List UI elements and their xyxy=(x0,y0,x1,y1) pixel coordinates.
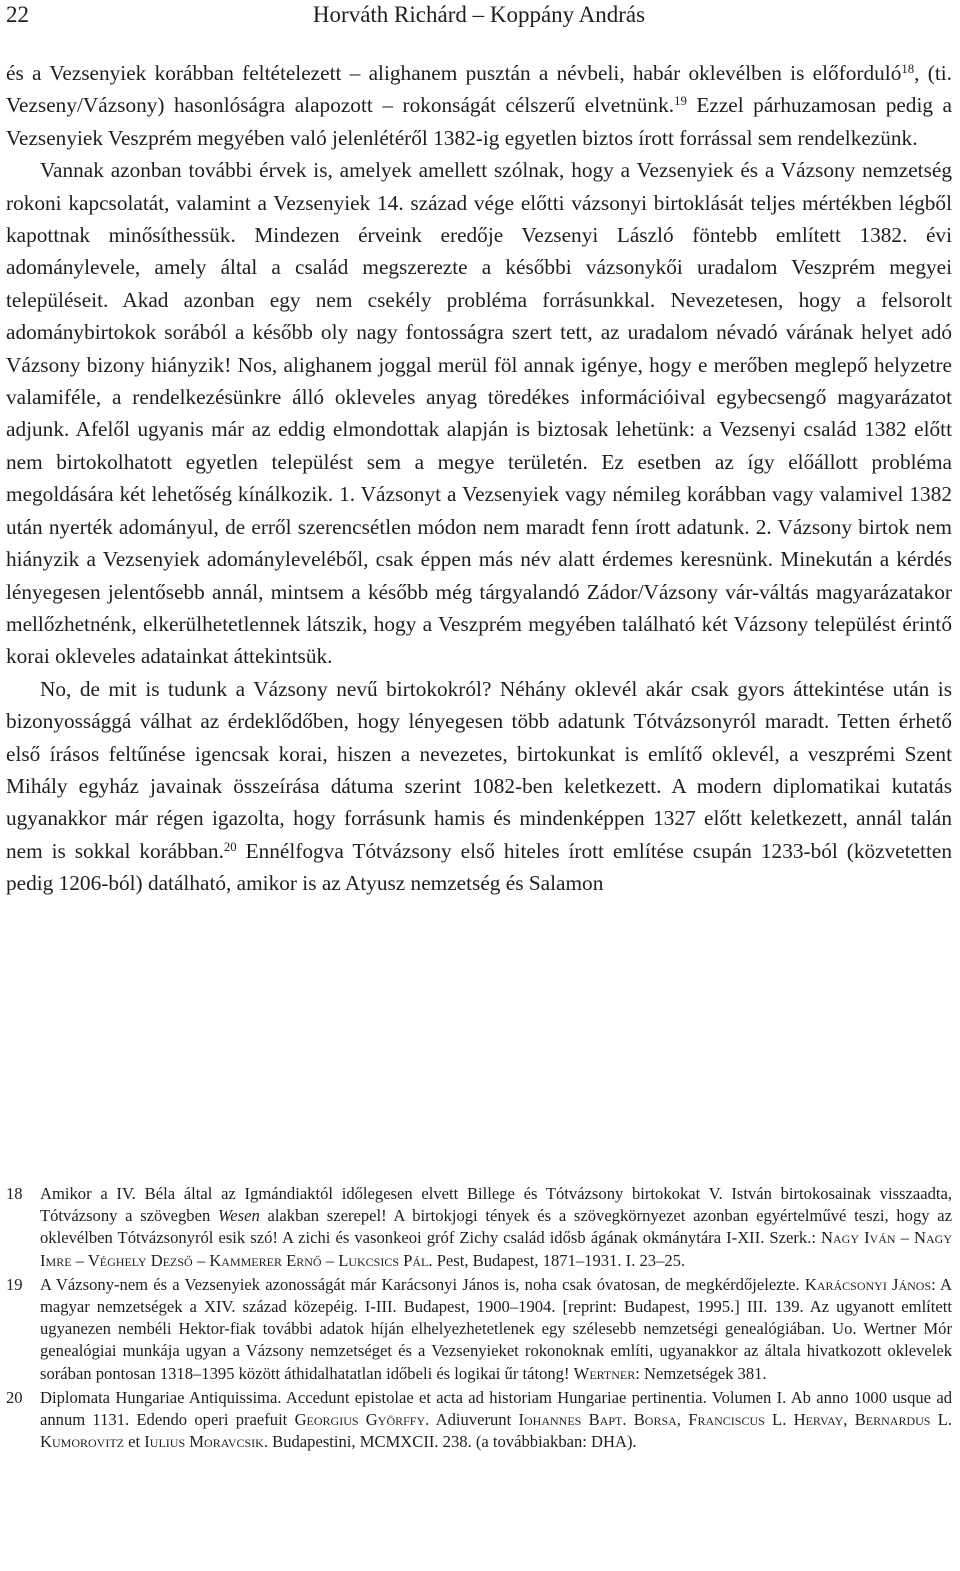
paragraph-1: és a Vezsenyiek korábban feltételezett – alighanem pusztán a névbeli, habár oklevélben is előforduló$^{18}$, (ti. Vezseny/Vázsony) hasonlóságra alapozott – rokonságát célszerű elvetnünk.$^{19}$ Ezzel párhuzamosan pedig a Vezsenyiek Veszprém megyében való jelenlétéről 1382-ig egyetlen biztos írott forrással sem rendelkezünk. xyxy=(6,61,952,150)
page-header xyxy=(6,0,952,34)
footnote-ref-18[interactable]: 18 xyxy=(901,61,915,76)
body-text xyxy=(6,57,952,900)
footnote-19: 19 A Vázsony-nem és a Vezsenyiek azonosságát már Karácsonyi János is, noha csak óvatosan, de megkérdőjelezte. Karácsonyi János: A magyar nemzetségek a XIV. század közepéig. I-III. Budapest, 1900–1904. [reprint: Budapest, 1995.] III. 139. Az ugyanott említett ugyanezen nembéli Hektor-fiak további adatok híján elhelyezhetetlenek egy szélesebb nemzetségi genealógiában. Uo. Wertner Mór genealógiai munkája ugyan a Vázsony nemzetséget és a Vezsenyieket rokonoknak említi, ugyanakkor az általa hivatkozott oklevelek sorában pontosan 1318–1395 között áthidalhatatlan időbeli és logikai űr tátong! Wertner: Nemzetségek 381. xyxy=(6,1274,952,1383)
footnote-18: 18 Amikor a IV. Béla által az Igmándiaktól időlegesen elvett Billege és Tótvázsony birtokokat V. István birtokosainak visszaadta, Tótvázsony a szövegben Wesen alakban szerepel! A birtokjogi tények és a szövegkörnyezet azonban egyértelművé teszi, hogy az oklevélben Tótvázsonyról esik szó! A zichi és vasonkeoi gróf Zichy család idősb ágának okmánytára I-XII. Szerk.: Nagy Iván – Nagy Imre – Véghely Dezső – Kammerer Ernő – Lukcsics Pál. Pest, Budapest, 1871–1931. I. 23–25. xyxy=(6,1184,952,1270)
footnote-number: 20 xyxy=(6,1387,23,1407)
footnote-20: 20 Diplomata Hungariae Antiquissima. Accedunt epistolae et acta ad historiam Hungariae pertinentia. Volumen I. Ab anno 1000 usque ad annum 1131. Edendo operi praefuit Georgius Györffy. Adiuverunt Iohannes Bapt. Borsa, Franciscus L. Hervay, Bernardus L. Kumorovitz et Iulius Moravcsik. Budapestini, MCMXCII. 238. (a továbbiakban: DHA). xyxy=(6,1387,952,1452)
author-names: Nagy Iván – Nagy Imre – Véghely Dezső – Kammerer Ernő – Lukcsics Pál xyxy=(40,1228,952,1270)
footnote-number: 18 xyxy=(6,1184,23,1203)
footnote-number: 19 xyxy=(6,1274,23,1294)
footnote-ref-19[interactable]: 19 xyxy=(674,94,687,109)
running-title: Horváth Richárd – Koppány András xyxy=(312,2,646,27)
author-names: Georgius Györffy xyxy=(294,1410,426,1430)
page-number: 22 xyxy=(6,2,29,27)
footnote-ref-20[interactable]: 20 xyxy=(223,839,237,854)
footnotes xyxy=(6,1183,952,1455)
author-names: Iulius Moravcsik xyxy=(144,1432,264,1452)
author-names: Karácsonyi János xyxy=(804,1274,932,1294)
paragraph-2: Vannak azonban további érvek is, amelyek amellett szólnak, hogy a Vezsenyiek és a Vázsony nemzetség rokoni kapcsolatát, valamint a Vezsenyiek 14. század vége előtti vázsonyi birtoklását teljes mértékben légből kapottnak minősíthessük. Mindezen érveink eredője Vezsenyi László föntebb említett 1382. évi adománylevele, amely által a család megszerezte a későbbi vázsonykői uradalom Veszprém megyei településeit. Akad azonban egy nem csekély probléma forrásunkkal. Nevezetesen, hogy a felsorolt adománybirtokok sorából a később oly nagy fontosságra szert tett, az uradalom névadó várának helyet adó Vázsony bizony hiányzik! Nos, alighanem joggal merül föl annak igénye, hogy e merőben meglepő helyzetre valamiféle, a rendelkezésünkre álló okleveles anyag töredékes információival egybecsengő magyarázatot adjunk. Afelől ugyanis már az eddig elmondottak alapján is biztosak lehetünk: a Vezsenyi család 1382 előtt nem birtokolhatott egyetlen települést sem a megye területén. Ez esetben az így előállott probléma megoldására két lehetőség kínálkozik. 1. Vázsonyt a Vezsenyiek vagy némileg korábban vagy valamivel 1382 után nyerték adományul, de erről szerencsétlen módon nem maradt fenn írott adatunk. 2. Vázsony birtok nem hiányzik a Vezsenyiek adományleveléből, csak éppen más név alatt érdemes keresnünk. Minekután a kérdés lényegesen jelentősebb annál, mintsem a később még tárgyalandó Zádor/Vázsony vár-váltás magyarázatakor mellőzhetnénk, elkerülhetetlennek látszik, hogy a Veszprém megyében található két Vázsony települést érintő korai okleveles adatainkat áttekintsük. xyxy=(6,158,952,669)
author-names: Iohannes Bapt. Borsa, Franciscus L. Hervay, Bernardus L. Kumorovitz xyxy=(40,1410,952,1452)
paragraph-3: No, de mit is tudunk a Vázsony nevű birtokokról? Néhány oklevél akár csak gyors áttekintése után is bizonyossággá válhat az érdeklődőben, hogy lényegesen több adatunk Tótvázsonyról maradt. Tetten érhető első írásos feltűnése igencsak korai, hiszen a nevezetes, birtokunkat is említő oklevél, a veszprémi Szent Mihály egyház javainak összeírása dátuma szerint 1082-ben keletkezett. A modern diplomatikai kutatás ugyanakkor már régen igazolta, hogy forrásunk hamis és mindenképpen 1327 előtt keletkezett, annál talán nem is sokkal korábban.$^{20}$ Ennélfogva Tótvázsony első hiteles írott említése csupán 1233-ból (közvetetten pedig 1206-ból) datálható, amikor is az Atyusz nemzetség és Salamon xyxy=(6,676,952,896)
author-names: Wertner xyxy=(573,1363,636,1383)
